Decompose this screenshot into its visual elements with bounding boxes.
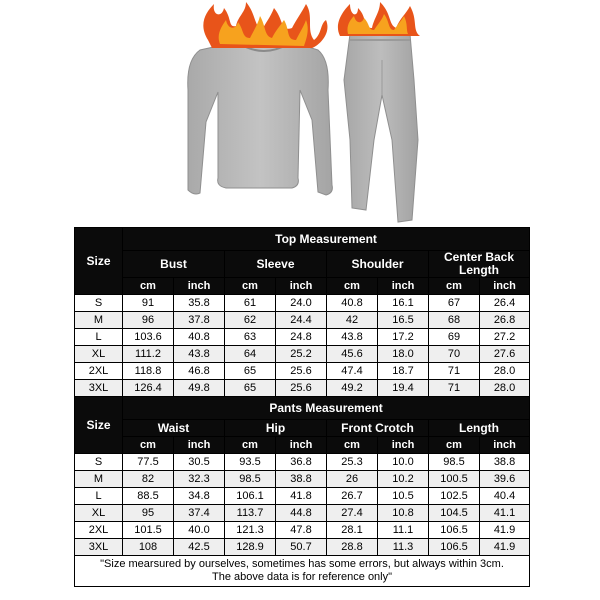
value-cell: 62 xyxy=(225,312,276,329)
value-cell: 77.5 xyxy=(123,454,174,471)
size-cell: 3XL xyxy=(75,539,123,556)
value-cell: 34.8 xyxy=(174,488,225,505)
unit-header: inch xyxy=(480,278,530,295)
column-group-header: Center Back Length xyxy=(429,251,530,278)
unit-header: cm xyxy=(327,437,378,454)
product-image xyxy=(0,0,600,228)
unit-header: inch xyxy=(378,278,429,295)
value-cell: 91 xyxy=(123,295,174,312)
value-cell: 50.7 xyxy=(276,539,327,556)
value-cell: 39.6 xyxy=(480,471,530,488)
value-cell: 17.2 xyxy=(378,329,429,346)
value-cell: 71 xyxy=(429,363,480,380)
value-cell: 26.8 xyxy=(480,312,530,329)
value-cell: 98.5 xyxy=(225,471,276,488)
value-cell: 111.2 xyxy=(123,346,174,363)
column-group-header: Waist xyxy=(123,420,225,437)
unit-header: inch xyxy=(174,437,225,454)
value-cell: 19.4 xyxy=(378,380,429,397)
size-cell: 3XL xyxy=(75,380,123,397)
value-cell: 65 xyxy=(225,363,276,380)
unit-header: cm xyxy=(225,278,276,295)
value-cell: 28.1 xyxy=(327,522,378,539)
value-cell: 10.0 xyxy=(378,454,429,471)
size-cell: 2XL xyxy=(75,363,123,380)
table-row xyxy=(75,295,530,312)
value-cell: 24.0 xyxy=(276,295,327,312)
value-cell: 67 xyxy=(429,295,480,312)
table-row xyxy=(75,329,530,346)
column-group-header: Shoulder xyxy=(327,251,429,278)
note-line-1: "Size mearsured by ourselves, sometimes has some errors, but always within 3cm. xyxy=(100,558,504,570)
value-cell: 47.4 xyxy=(327,363,378,380)
value-cell: 96 xyxy=(123,312,174,329)
value-cell: 41.8 xyxy=(276,488,327,505)
top-title-row xyxy=(75,228,530,251)
note-line-2: The above data is for reference only" xyxy=(212,571,393,583)
value-cell: 113.7 xyxy=(225,505,276,522)
value-cell: 47.8 xyxy=(276,522,327,539)
value-cell: 40.0 xyxy=(174,522,225,539)
value-cell: 93.5 xyxy=(225,454,276,471)
column-group-header: Length xyxy=(429,420,530,437)
value-cell: 28.0 xyxy=(480,380,530,397)
value-cell: 37.4 xyxy=(174,505,225,522)
value-cell: 25.6 xyxy=(276,363,327,380)
value-cell: 102.5 xyxy=(429,488,480,505)
value-cell: 100.5 xyxy=(429,471,480,488)
top-units-row xyxy=(75,278,530,295)
reference-note xyxy=(75,556,530,587)
value-cell: 40.8 xyxy=(327,295,378,312)
value-cell: 103.6 xyxy=(123,329,174,346)
value-cell: 40.8 xyxy=(174,329,225,346)
unit-header: cm xyxy=(429,437,480,454)
value-cell: 16.1 xyxy=(378,295,429,312)
value-cell: 45.6 xyxy=(327,346,378,363)
unit-header: inch xyxy=(480,437,530,454)
size-cell: XL xyxy=(75,346,123,363)
size-cell: M xyxy=(75,312,123,329)
value-cell: 106.5 xyxy=(429,522,480,539)
value-cell: 32.3 xyxy=(174,471,225,488)
value-cell: 36.8 xyxy=(276,454,327,471)
column-group-header: Sleeve xyxy=(225,251,327,278)
table-row xyxy=(75,505,530,522)
value-cell: 10.5 xyxy=(378,488,429,505)
table-row xyxy=(75,454,530,471)
value-cell: 106.5 xyxy=(429,539,480,556)
value-cell: 106.1 xyxy=(225,488,276,505)
value-cell: 42 xyxy=(327,312,378,329)
unit-header: inch xyxy=(276,437,327,454)
value-cell: 25.6 xyxy=(276,380,327,397)
value-cell: 11.3 xyxy=(378,539,429,556)
table-row xyxy=(75,488,530,505)
column-group-header: Bust xyxy=(123,251,225,278)
table-row xyxy=(75,312,530,329)
table-row xyxy=(75,380,530,397)
value-cell: 71 xyxy=(429,380,480,397)
value-cell: 16.5 xyxy=(378,312,429,329)
value-cell: 44.8 xyxy=(276,505,327,522)
value-cell: 65 xyxy=(225,380,276,397)
value-cell: 128.9 xyxy=(225,539,276,556)
value-cell: 41.1 xyxy=(480,505,530,522)
table-row xyxy=(75,346,530,363)
value-cell: 49.8 xyxy=(174,380,225,397)
table-row xyxy=(75,363,530,380)
value-cell: 26.4 xyxy=(480,295,530,312)
value-cell: 88.5 xyxy=(123,488,174,505)
value-cell: 10.2 xyxy=(378,471,429,488)
value-cell: 28.0 xyxy=(480,363,530,380)
value-cell: 126.4 xyxy=(123,380,174,397)
value-cell: 38.8 xyxy=(480,454,530,471)
value-cell: 108 xyxy=(123,539,174,556)
value-cell: 10.8 xyxy=(378,505,429,522)
unit-header: inch xyxy=(276,278,327,295)
size-cell: S xyxy=(75,454,123,471)
value-cell: 42.5 xyxy=(174,539,225,556)
value-cell: 101.5 xyxy=(123,522,174,539)
column-group-header: Front Crotch xyxy=(327,420,429,437)
value-cell: 61 xyxy=(225,295,276,312)
value-cell: 118.8 xyxy=(123,363,174,380)
value-cell: 18.0 xyxy=(378,346,429,363)
size-header: Size xyxy=(75,397,123,454)
value-cell: 26.7 xyxy=(327,488,378,505)
value-cell: 24.4 xyxy=(276,312,327,329)
size-cell: L xyxy=(75,488,123,505)
value-cell: 41.9 xyxy=(480,539,530,556)
value-cell: 70 xyxy=(429,346,480,363)
value-cell: 26 xyxy=(327,471,378,488)
thermal-pants-image xyxy=(344,34,418,222)
flame-icon xyxy=(338,2,420,36)
pants-title-row xyxy=(75,397,530,420)
pants-units-row xyxy=(75,437,530,454)
value-cell: 28.8 xyxy=(327,539,378,556)
value-cell: 27.6 xyxy=(480,346,530,363)
size-cell: M xyxy=(75,471,123,488)
value-cell: 27.2 xyxy=(480,329,530,346)
table-row xyxy=(75,471,530,488)
value-cell: 49.2 xyxy=(327,380,378,397)
value-cell: 64 xyxy=(225,346,276,363)
value-cell: 37.8 xyxy=(174,312,225,329)
value-cell: 25.3 xyxy=(327,454,378,471)
table-row xyxy=(75,539,530,556)
value-cell: 38.8 xyxy=(276,471,327,488)
size-cell: L xyxy=(75,329,123,346)
value-cell: 98.5 xyxy=(429,454,480,471)
flame-icon xyxy=(203,2,327,48)
value-cell: 46.8 xyxy=(174,363,225,380)
unit-header: inch xyxy=(378,437,429,454)
value-cell: 11.1 xyxy=(378,522,429,539)
column-group-header: Hip xyxy=(225,420,327,437)
pants-table-title: Pants Measurement xyxy=(123,397,530,420)
unit-header: cm xyxy=(123,278,174,295)
value-cell: 63 xyxy=(225,329,276,346)
value-cell: 35.8 xyxy=(174,295,225,312)
size-cell: S xyxy=(75,295,123,312)
unit-header: cm xyxy=(123,437,174,454)
unit-header: inch xyxy=(174,278,225,295)
size-cell: 2XL xyxy=(75,522,123,539)
value-cell: 104.5 xyxy=(429,505,480,522)
size-cell: XL xyxy=(75,505,123,522)
value-cell: 121.3 xyxy=(225,522,276,539)
value-cell: 24.8 xyxy=(276,329,327,346)
value-cell: 43.8 xyxy=(174,346,225,363)
unit-header: cm xyxy=(225,437,276,454)
value-cell: 95 xyxy=(123,505,174,522)
value-cell: 43.8 xyxy=(327,329,378,346)
unit-header: cm xyxy=(429,278,480,295)
value-cell: 27.4 xyxy=(327,505,378,522)
size-chart-table xyxy=(74,227,530,587)
value-cell: 30.5 xyxy=(174,454,225,471)
value-cell: 69 xyxy=(429,329,480,346)
thermal-top-image xyxy=(188,42,333,195)
table-row xyxy=(75,522,530,539)
note-row xyxy=(75,556,530,587)
unit-header: cm xyxy=(327,278,378,295)
value-cell: 40.4 xyxy=(480,488,530,505)
value-cell: 25.2 xyxy=(276,346,327,363)
value-cell: 41.9 xyxy=(480,522,530,539)
size-header: Size xyxy=(75,228,123,295)
top-table-title: Top Measurement xyxy=(123,228,530,251)
value-cell: 82 xyxy=(123,471,174,488)
value-cell: 68 xyxy=(429,312,480,329)
value-cell: 18.7 xyxy=(378,363,429,380)
